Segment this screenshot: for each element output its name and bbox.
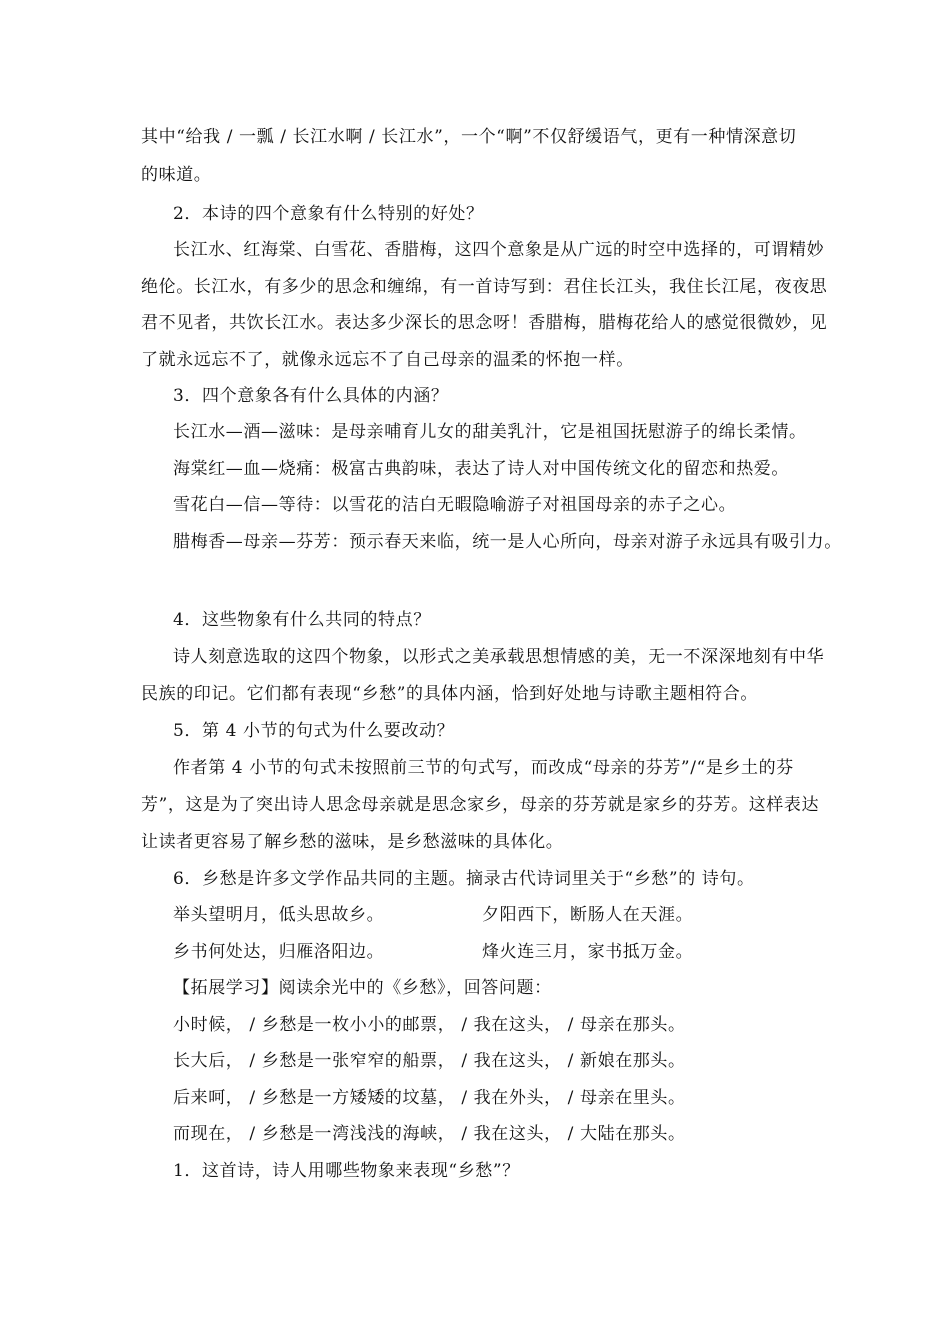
paragraph-line: 其中“给我 / 一瓢 / 长江水啊 / 长江水”，一个“啊”不仅舒缓语气，更有一种情深意切 xyxy=(141,127,797,147)
question-heading: 5．第 4 小节的句式为什么要改动？ xyxy=(173,721,455,741)
question-heading: 4．这些物象有什么共同的特点？ xyxy=(173,610,431,630)
question-heading: 6．乡愁是许多文学作品共同的主题。摘录古代诗词里关于“乡愁”的 诗句。 xyxy=(173,869,755,889)
poem-stanza-line: 长大后， / 乡愁是一张窄窄的船票， / 我在这头， / 新娘在那头。 xyxy=(173,1051,686,1071)
question-heading: 2．本诗的四个意象有什么特别的好处？ xyxy=(173,204,484,224)
paragraph-line: 君不见者，共饮长江水。表达多少深长的思念呀！香腊梅，腊梅花给人的感觉很微妙，见 xyxy=(141,313,828,333)
poem-line: 乡书何处达，归雁洛阳边。 xyxy=(173,942,385,962)
paragraph-line: 诗人刻意选取的这四个物象，以形式之美承载思想情感的美，无一不深深地刻有中华 xyxy=(173,647,825,667)
paragraph-line: 腊梅香—母亲—芬芳：预示春天来临，统一是人心所向，母亲对游子永远具有吸引力。 xyxy=(173,532,842,552)
paragraph-line: 雪花白—信—等待：以雪花的洁白无暇隐喻游子对祖国母亲的赤子之心。 xyxy=(173,495,737,515)
poem-stanza-line: 而现在， / 乡愁是一湾浅浅的海峡， / 我在这头， / 大陆在那头。 xyxy=(173,1124,686,1144)
paragraph-line: 的味道。 xyxy=(141,165,212,185)
paragraph-line: 作者第 4 小节的句式未按照前三节的句式写，而改成“母亲的芬芳”/“是乡土的芬 xyxy=(173,758,794,778)
poem-line: 举头望明月，低头思故乡。 xyxy=(173,905,385,925)
paragraph-line: 长江水—酒—滋味：是母亲哺育儿女的甜美乳汁，它是祖国抚慰游子的绵长柔情。 xyxy=(173,422,807,442)
paragraph-line: 民族的印记。它们都有表现“乡愁”的具体内涵，恰到好处地与诗歌主题相符合。 xyxy=(141,684,758,704)
paragraph-line: 长江水、红海棠、白雪花、香腊梅，这四个意象是从广远的时空中选择的，可谓精妙 xyxy=(173,240,825,260)
paragraph-line: 芳”，这是为了突出诗人思念母亲就是思念家乡，母亲的芬芳就是家乡的芬芳。这样表达 xyxy=(141,795,820,815)
poem-line: 夕阳西下，断肠人在天涯。 xyxy=(482,905,694,925)
poem-row xyxy=(173,941,384,963)
poem-line: 烽火连三月，家书抵万金。 xyxy=(482,942,694,962)
paragraph-line: 了就永远忘不了，就像永远忘不了自己母亲的温柔的怀抱一样。 xyxy=(141,350,634,370)
paragraph-line: 海棠红—血—烧痛：极富古典韵味，表达了诗人对中国传统文化的留恋和热爱。 xyxy=(173,459,789,479)
poem-row xyxy=(173,904,384,926)
question-heading: 1．这首诗，诗人用哪些物象来表现“乡愁”？ xyxy=(173,1161,520,1181)
poem-stanza-line: 后来呵， / 乡愁是一方矮矮的坟墓， / 我在外头， / 母亲在里头。 xyxy=(173,1088,686,1108)
paragraph-line: 绝伦。长江水，有多少的思念和缠绵，有一首诗写到：君住长江头，我住长江尾，夜夜思 xyxy=(141,277,828,297)
section-heading: 【拓展学习】阅读余光中的《乡愁》，回答问题： xyxy=(173,978,552,998)
poem-stanza-line: 小时候， / 乡愁是一枚小小的邮票， / 我在这头， / 母亲在那头。 xyxy=(173,1015,686,1035)
question-heading: 3．四个意象各有什么具体的内涵？ xyxy=(173,386,449,406)
paragraph-line: 让读者更容易了解乡愁的滋味，是乡愁滋味的具体化。 xyxy=(141,832,564,852)
